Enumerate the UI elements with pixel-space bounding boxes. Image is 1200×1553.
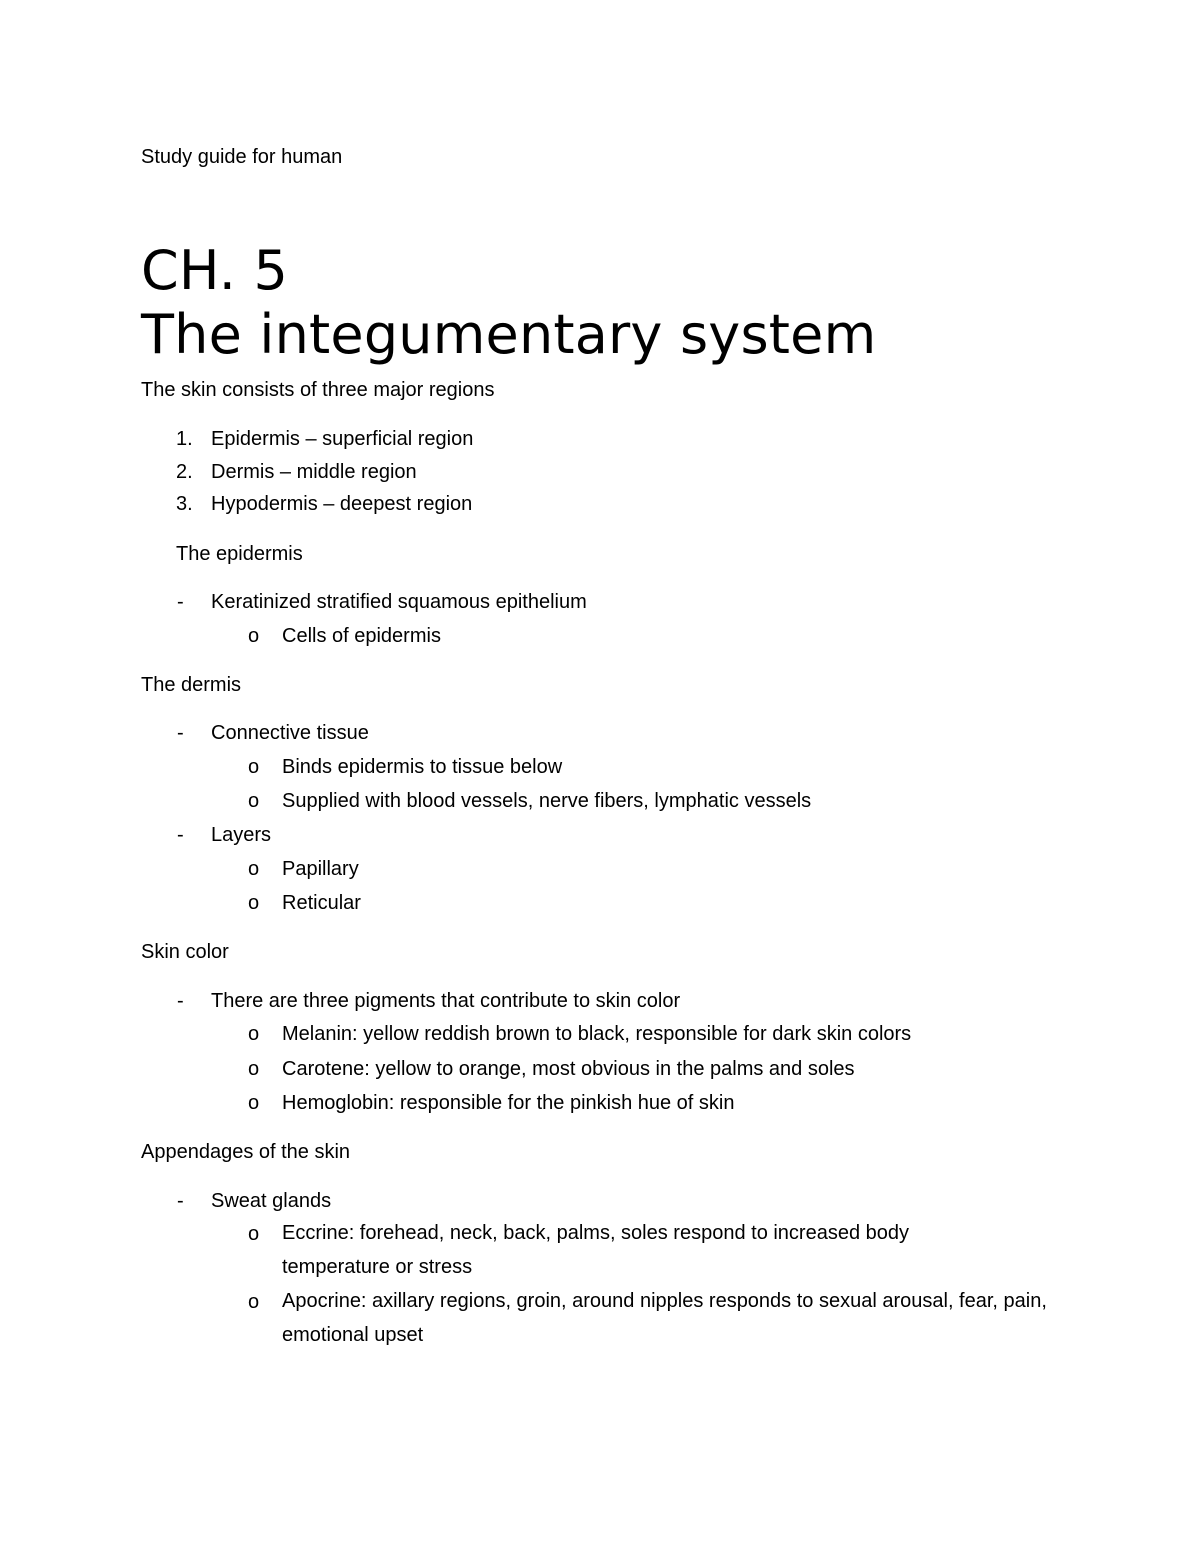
list-item: Layers (211, 824, 272, 846)
list-item: Melanin: yellow reddish brown to black, responsible for dark skin colors (282, 1023, 912, 1045)
circle-bullet: o (248, 790, 260, 812)
list-item: Dermis – middle region (211, 461, 417, 483)
list-item: Supplied with blood vessels, nerve fibers, lymphatic vessels (282, 790, 812, 812)
section-heading-appendages: Appendages of the skin (141, 1141, 351, 1163)
dash-bullet: - (177, 824, 184, 846)
document-header: Study guide for human (141, 146, 343, 168)
dash-bullet: - (177, 990, 184, 1012)
dash-bullet: - (177, 1190, 184, 1212)
circle-bullet: o (248, 1092, 260, 1114)
circle-bullet: o (248, 1023, 260, 1045)
chapter-number: CH. 5 (141, 239, 289, 302)
list-item: Sweat glands (211, 1190, 332, 1212)
section-heading-skin-color: Skin color (141, 941, 229, 963)
circle-bullet: o (248, 858, 260, 880)
list-item: Cells of epidermis (282, 625, 441, 647)
dash-bullet: - (177, 722, 184, 744)
circle-bullet: o (248, 1223, 260, 1245)
section-heading-epidermis: The epidermis (176, 543, 303, 565)
list-item: Apocrine: axillary regions, groin, around nipples responds to sexual arousal, fear, pain, emotional upset (282, 1290, 1047, 1346)
list-item: Keratinized stratified squamous epithelium (211, 591, 587, 613)
circle-bullet: o (248, 892, 260, 914)
list-item: Hypodermis – deepest region (211, 493, 473, 515)
list-item: Eccrine: forehead, neck, back, palms, soles respond to increased body temperature or stress (282, 1222, 910, 1278)
list-item: Binds epidermis to tissue below (282, 756, 563, 778)
circle-bullet: o (248, 625, 260, 647)
list-number: 2. (176, 461, 193, 483)
list-item: Papillary (282, 858, 359, 880)
page-title: The integumentary system (141, 303, 877, 366)
list-item: Carotene: yellow to orange, most obvious in the palms and soles (282, 1058, 855, 1080)
list-item: There are three pigments that contribute to skin color (211, 990, 681, 1012)
intro-paragraph: The skin consists of three major regions (141, 379, 495, 401)
circle-bullet: o (248, 756, 260, 778)
list-number: 3. (176, 493, 193, 515)
circle-bullet: o (248, 1291, 260, 1313)
list-item: Epidermis – superficial region (211, 428, 474, 450)
dash-bullet: - (177, 591, 184, 613)
list-number: 1. (176, 428, 193, 450)
section-heading-dermis: The dermis (141, 674, 242, 696)
list-item: Reticular (282, 892, 361, 914)
circle-bullet: o (248, 1058, 260, 1080)
list-item: Hemoglobin: responsible for the pinkish hue of skin (282, 1092, 735, 1114)
list-item: Connective tissue (211, 722, 369, 744)
